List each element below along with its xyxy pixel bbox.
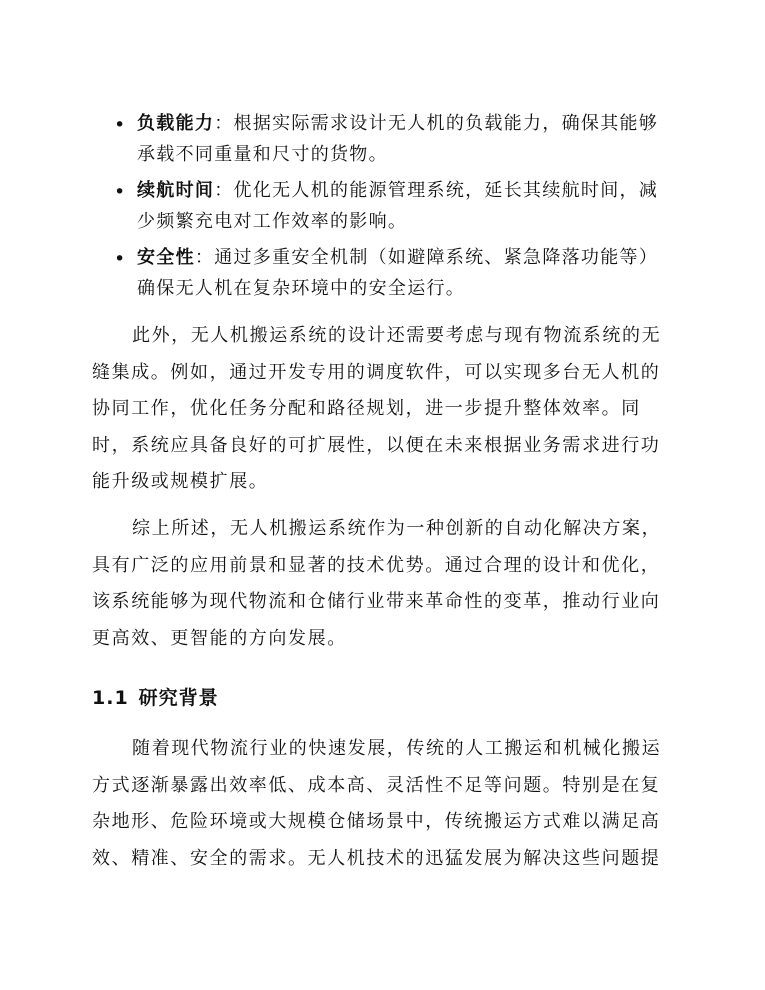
paragraph-background: 随着现代物流行业的快速发展，传统的人工搬运和机械化搬运方式逐渐暴露出效率低、成本高、灵活性不足等问题。特别是在复杂地形、危险环境或大规模仓储场景中，传统搬运方式难以满足高效、精准、安全的需求。无人机技术的迅猛发展为解决这些问题提 xyxy=(92,738,662,869)
paragraph-integration: 此外，无人机搬运系统的设计还需要考虑与现有物流系统的无缝集成。例如，通过开发专用的调度软件，可以实现多台无人机的协同工作，优化任务分配和路径规划，进一步提升整体效率。同时，系统应具备良好的可扩展性，以便在未来根据业务需求进行功能升级或规模扩展。 xyxy=(92,325,662,492)
bullet-item-endurance xyxy=(0,175,765,237)
bullet-text: 负载能力：根据实际需求设计无人机的负载能力，确保其能够承载不同重量和尺寸的货物。 xyxy=(137,113,659,165)
bullet-dot: • xyxy=(114,248,126,270)
paragraph-summary: 综上所述，无人机搬运系统作为一种创新的自动化解决方案，具有广泛的应用前景和显著的技术优势。通过合理的设计和优化，该系统能够为现代物流和仓储行业带来革命性的变革，推动行业向更高效、更智能的方向发展。 xyxy=(92,518,662,649)
bullet-dot: • xyxy=(114,181,126,203)
section-heading xyxy=(92,684,219,712)
bullet-text: 安全性：通过多重安全机制（如避障系统、紧急降落功能等）确保无人机在复杂环境中的安全运行。 xyxy=(137,247,659,299)
section-number: 1.1 xyxy=(92,687,129,709)
bullet-text: 续航时间：优化无人机的能源管理系统，延长其续航时间，减少频繁充电对工作效率的影响。 xyxy=(137,180,659,232)
bullet-term: 续航时间 xyxy=(137,180,215,201)
bullet-item-payload xyxy=(0,108,765,170)
bullet-list xyxy=(0,108,765,304)
bullet-description: 优化无人机的能源管理系统，延长其续航时间，减少频繁充电对工作效率的影响。 xyxy=(137,180,659,232)
bullet-dot: • xyxy=(114,114,126,136)
bullet-term: 安全性 xyxy=(137,247,195,268)
bullet-description: 根据实际需求设计无人机的负载能力，确保其能够承载不同重量和尺寸的货物。 xyxy=(137,113,659,165)
bullet-item-safety xyxy=(0,242,765,304)
bullet-term: 负载能力 xyxy=(137,113,215,134)
bullet-description: 通过多重安全机制（如避障系统、紧急降落功能等）确保无人机在复杂环境中的安全运行。 xyxy=(137,247,659,299)
section-title: 研究背景 xyxy=(138,687,219,709)
